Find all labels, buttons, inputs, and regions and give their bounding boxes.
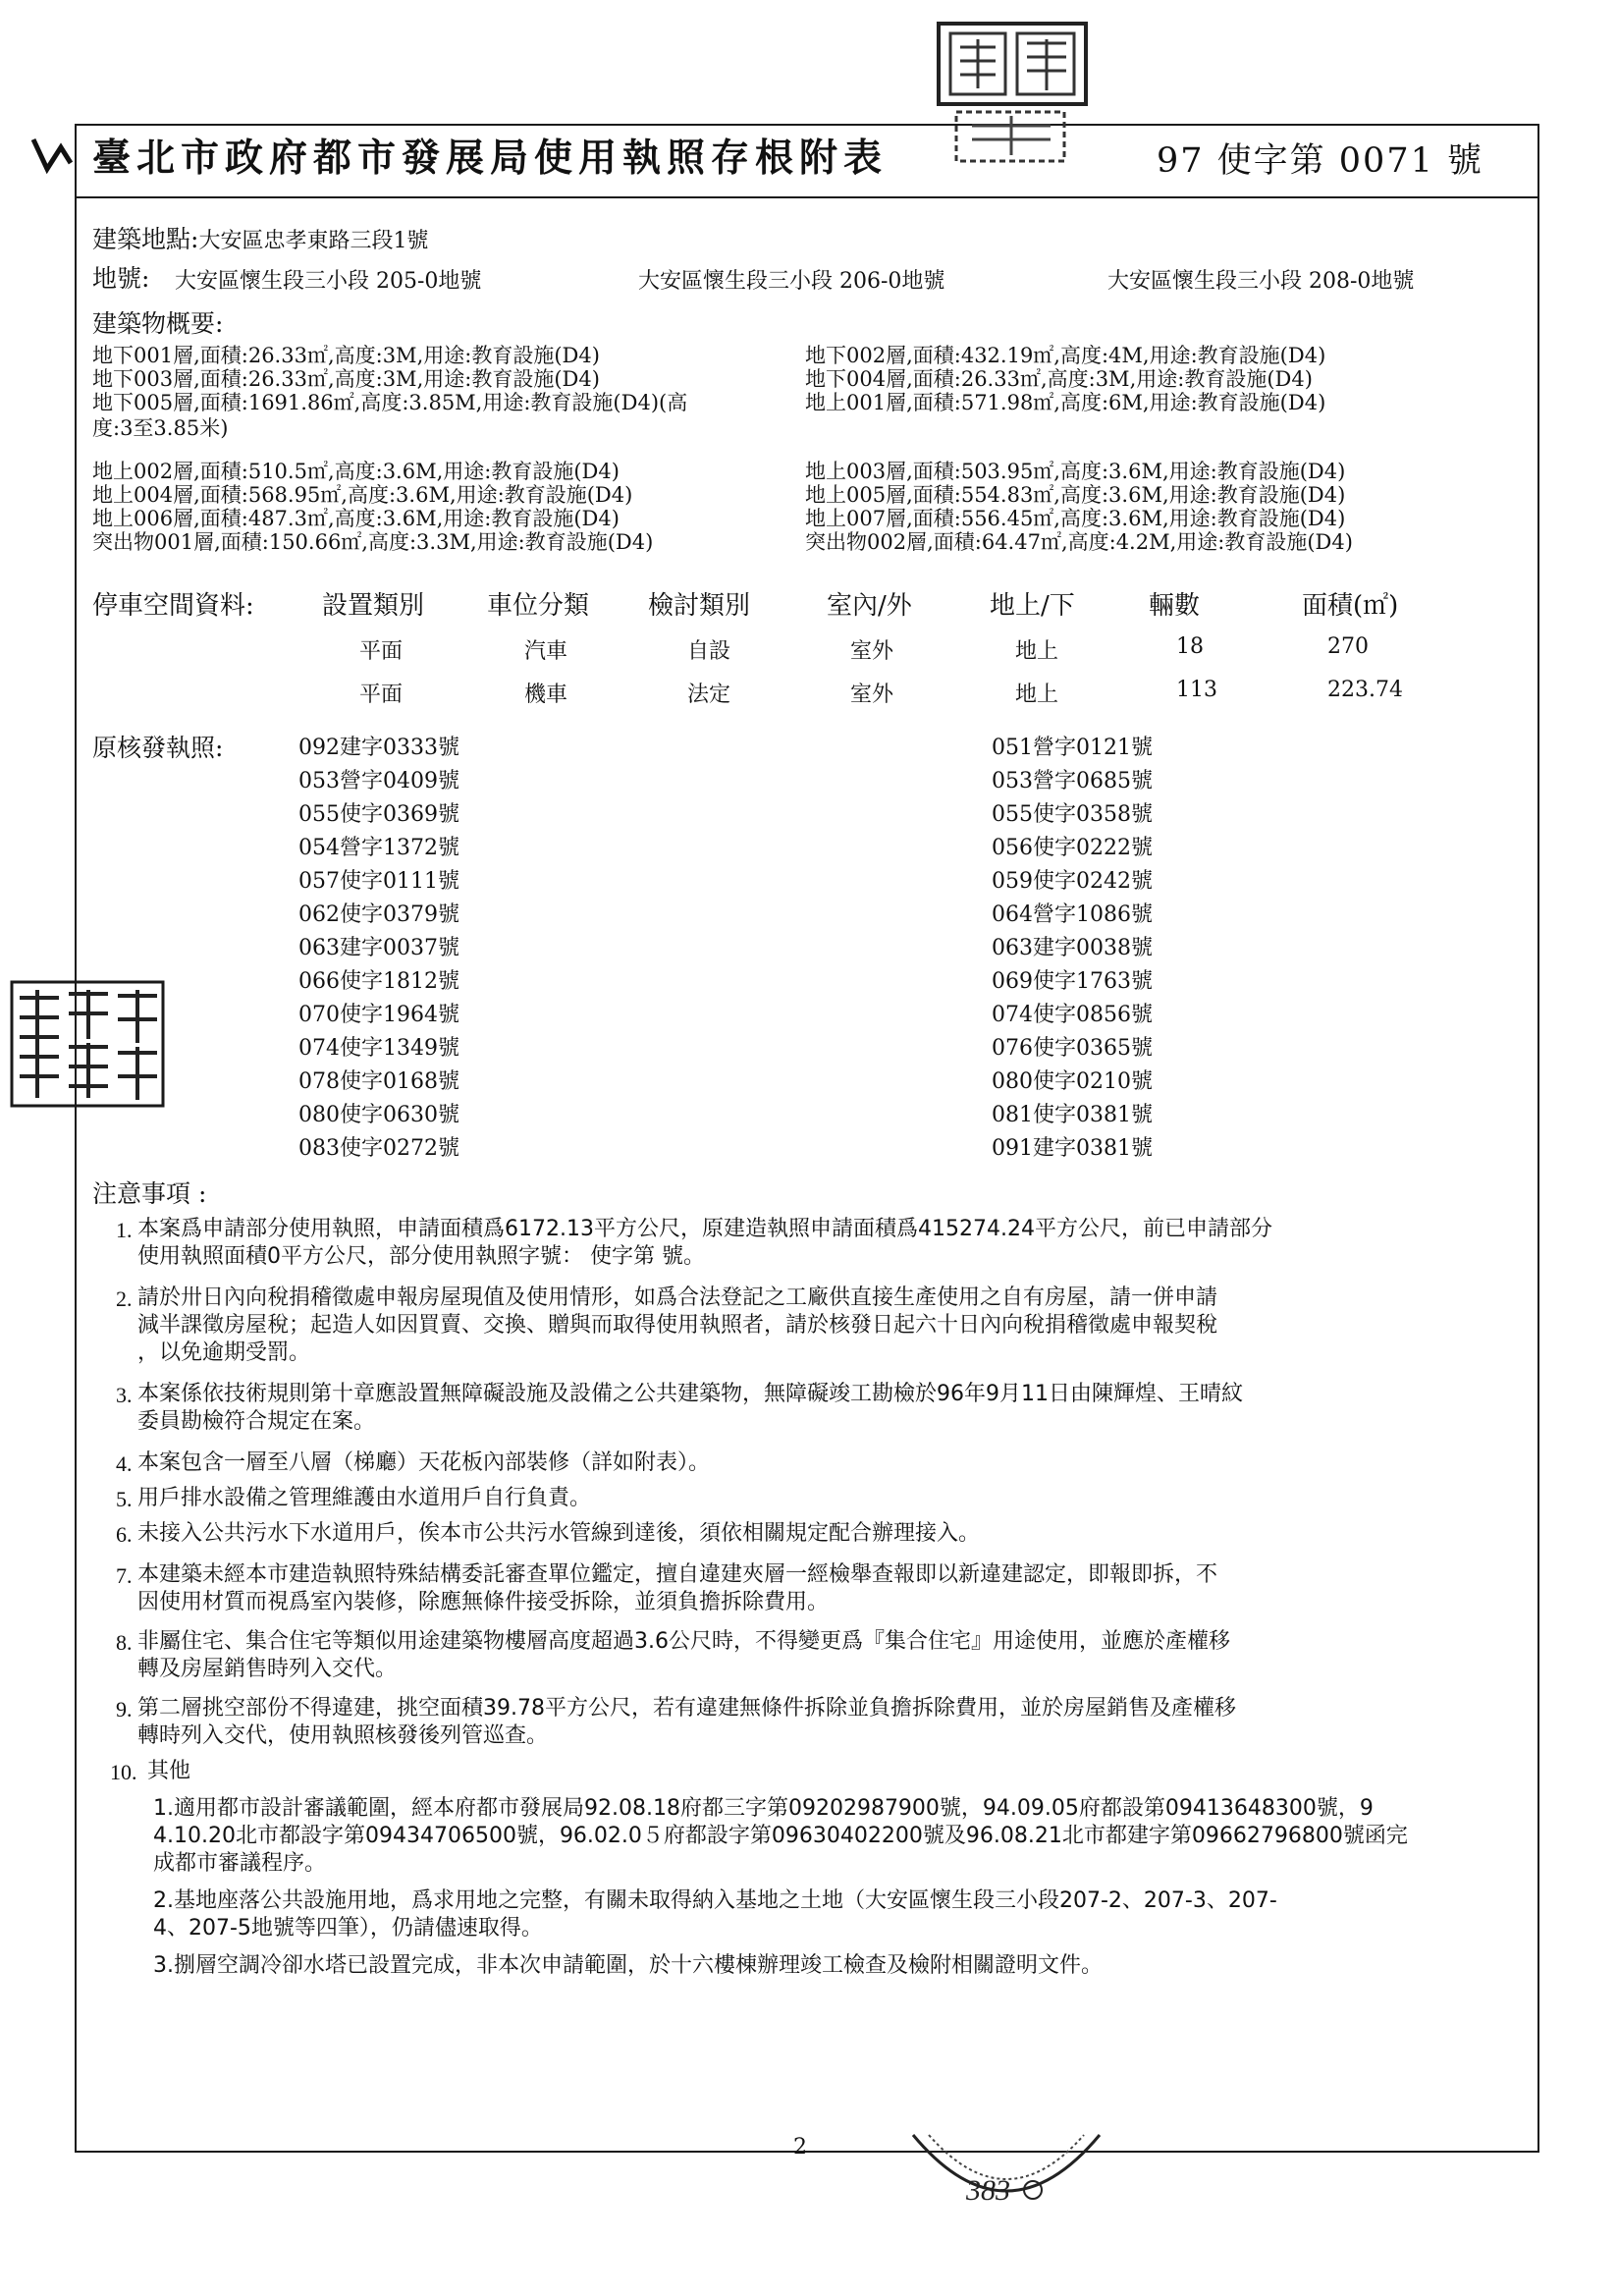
footer-stamp	[903, 2129, 1109, 2223]
note-line: 本案爲申請部分使用執照，申請面積爲6172.13平方公尺，原建造執照申請面積爲415274.24平方公尺，前已申請部分	[137, 1217, 1272, 1241]
title-divider	[75, 196, 1539, 198]
permit-entry: 064營字1086號	[992, 902, 1153, 927]
note-line: 轉時列入交代，使用執照核發後列管巡查。	[137, 1723, 549, 1748]
lot-number: 大安區懷生段三小段 206-0地號	[638, 269, 945, 294]
note-number: 4.	[116, 1451, 133, 1476]
page-number: 2	[793, 2135, 807, 2159]
parking-cell: 平面	[359, 639, 404, 664]
note-line: 其他	[147, 1759, 191, 1783]
parking-cell: 113	[1176, 678, 1217, 702]
permit-entry: 092建字0333號	[298, 736, 459, 760]
note-line: 請於卅日內向稅捐稽徵處申報房屋現值及使用情形，如爲合法登記之工廠供直接生產使用之自有房屋，請一併申請	[137, 1285, 1218, 1310]
permit-entry: 059使字0242號	[992, 869, 1153, 894]
floor-line: 突出物001層,面積:150.66㎡,高度:3.3M,用途:教育設施(D4)	[92, 530, 654, 554]
lot-number: 大安區懷生段三小段 208-0地號	[1107, 269, 1415, 294]
floor-line: 地下005層,面積:1691.86㎡,高度:3.85M,用途:教育設施(D4)(高	[92, 391, 688, 414]
note-subline: 4、207-5地號等四筆），仍請儘速取得。	[153, 1916, 543, 1941]
parking-cell: 汽車	[524, 639, 568, 664]
parking-label: 停車空間資料:	[92, 591, 254, 621]
permit-entry: 063建字0037號	[298, 936, 459, 960]
footer-stamp-number: 383	[966, 2174, 1010, 2207]
notes-label: 注意事項 :	[92, 1179, 207, 1208]
note-line: 本案係依技術規則第十章應設置無障礙設施及設備之公共建築物，無障礙竣工勘檢於96年9月11日由陳輝煌、王晴紋	[137, 1382, 1243, 1406]
floor-line: 地上003層,面積:503.95㎡,高度:3.6M,用途:教育設施(D4)	[805, 460, 1346, 483]
note-line: 因使用材質而視爲室內裝修，除應無條件接受拆除，並須負擔拆除費用。	[137, 1590, 830, 1614]
note-subline: 成都市審議程序。	[153, 1851, 327, 1876]
address-row	[92, 225, 429, 253]
permit-entry: 053營字0685號	[992, 769, 1153, 793]
permit-number: 97 使字第 0071 號	[1157, 141, 1483, 181]
note-number: 8.	[116, 1630, 133, 1655]
address-value: 大安區忠孝東路三段1號	[198, 229, 429, 253]
note-line: 轉及房屋銷售時列入交代。	[137, 1657, 398, 1681]
floor-line: 地上007層,面積:556.45㎡,高度:3.6M,用途:教育設施(D4)	[805, 507, 1346, 530]
seal-stamp-top	[933, 18, 1100, 165]
parking-cell: 平面	[359, 683, 404, 707]
floor-line: 地上001層,面積:571.98㎡,高度:6M,用途:教育設施(D4)	[805, 391, 1326, 414]
permit-entry: 063建字0038號	[992, 936, 1153, 960]
note-number: 10.	[110, 1760, 137, 1784]
parking-header: 輛數	[1149, 591, 1201, 621]
permit-entry: 074使字1349號	[298, 1036, 459, 1061]
note-number: 7.	[116, 1563, 133, 1588]
floor-line: 地上006層,面積:487.3㎡,高度:3.6M,用途:教育設施(D4)	[92, 507, 620, 530]
floor-line: 地下002層,面積:432.19㎡,高度:4M,用途:教育設施(D4)	[805, 344, 1326, 367]
parking-cell: 室外	[850, 639, 894, 664]
permit-entry: 054營字1372號	[298, 836, 459, 860]
note-line: 用戶排水設備之管理維護由水道用戶自行負責。	[137, 1486, 592, 1510]
note-line: 第二層挑空部份不得違建，挑空面積39.78平方公尺，若有違建無條件拆除並負擔拆除費用，並於房屋銷售及產權移	[137, 1696, 1236, 1721]
note-number: 9.	[116, 1697, 133, 1722]
parking-cell: 223.74	[1327, 678, 1403, 702]
note-line: 非屬住宅、集合住宅等類似用途建築物樓層高度超過3.6公尺時，不得變更爲『集合住宅』用途使用，並應於產權移	[137, 1629, 1230, 1654]
permit-entry: 078使字0168號	[298, 1069, 459, 1094]
note-line: ，以免逾期受罰。	[137, 1340, 311, 1365]
floor-line: 地上002層,面積:510.5㎡,高度:3.6M,用途:教育設施(D4)	[92, 460, 620, 483]
address-label: 建築地點:	[92, 225, 199, 253]
permit-entry: 069使字1763號	[992, 969, 1153, 994]
permit-entry: 055使字0369號	[298, 802, 459, 827]
parking-cell: 18	[1176, 634, 1204, 659]
original-permits-label: 原核發執照:	[92, 734, 224, 762]
permit-entry: 076使字0365號	[992, 1036, 1153, 1061]
permit-entry: 057使字0111號	[298, 869, 459, 894]
parking-cell: 地上	[1015, 683, 1059, 707]
permit-entry: 074使字0856號	[992, 1003, 1153, 1027]
permit-entry: 070使字1964號	[298, 1003, 459, 1027]
note-line: 本案包含一層至八層（梯廳）天花板內部裝修（詳如附表）。	[137, 1450, 711, 1475]
permit-entry: 055使字0358號	[992, 802, 1153, 827]
note-number: 1.	[116, 1218, 133, 1242]
parking-header: 室內/外	[827, 591, 912, 621]
parking-header: 車位分類	[487, 591, 590, 621]
permit-entry: 091建字0381號	[992, 1136, 1153, 1161]
note-line: 未接入公共污水下水道用戶，俟本市公共污水管線到達後，須依相關規定配合辦理接入。	[137, 1521, 981, 1546]
note-number: 5.	[116, 1487, 133, 1511]
permit-entry: 051營字0121號	[992, 736, 1153, 760]
permit-entry: 080使字0630號	[298, 1103, 459, 1127]
permit-entry: 056使字0222號	[992, 836, 1153, 860]
permit-entry: 066使字1812號	[298, 969, 459, 994]
overview-label: 建築物概要:	[92, 309, 224, 338]
note-line: 減半課徵房屋稅；起造人如因買賣、交換、贈與而取得使用執照者，請於核發日起六十日內向稅捐稽徵處申報契稅	[137, 1313, 1218, 1338]
parking-header: 地上/下	[990, 591, 1075, 621]
parking-header: 檢討類別	[648, 591, 751, 621]
note-subline: 2.基地座落公共設施用地，爲求用地之完整，有關未取得納入基地之土地（大安區懷生段三小段207-2、207-3、207-	[153, 1888, 1277, 1913]
parking-cell: 法定	[687, 683, 731, 707]
note-number: 6.	[116, 1522, 133, 1547]
lot-number: 大安區懷生段三小段 205-0地號	[175, 269, 482, 294]
floor-line: 地下004層,面積:26.33㎡,高度:3M,用途:教育設施(D4)	[805, 367, 1313, 391]
lot-label: 地號:	[92, 264, 150, 293]
note-subline: 3.捌層空調冷卻水塔已設置完成，非本次申請範圍，於十六樓棟辦理竣工檢查及檢附相關證明文件。	[153, 1953, 1103, 1978]
floor-line: 突出物002層,面積:64.47㎡,高度:4.2M,用途:教育設施(D4)	[805, 530, 1353, 554]
note-line: 委員勘檢符合規定在案。	[137, 1409, 376, 1434]
parking-cell: 地上	[1015, 639, 1059, 664]
note-line: 使用執照面積0平方公尺，部分使用執照字號： 使字第 號。	[137, 1244, 705, 1269]
parking-cell: 自設	[687, 639, 731, 664]
parking-cell: 室外	[850, 683, 894, 707]
parking-cell: 機車	[524, 683, 568, 707]
note-number: 2.	[116, 1286, 133, 1311]
note-number: 3.	[116, 1383, 133, 1407]
note-subline: 4.10.20北市都設字第09434706500號，96.02.0５府都設字第09630402200號及96.08.21北市都建字第09662796800號函完	[153, 1824, 1408, 1848]
floor-line: 地上004層,面積:568.95㎡,高度:3.6M,用途:教育設施(D4)	[92, 483, 633, 507]
parking-header: 面積(㎡)	[1302, 591, 1399, 621]
permit-entry: 081使字0381號	[992, 1103, 1153, 1127]
document-title: 臺北市政府都市發展局使用執照存根附表	[92, 136, 889, 181]
floor-line: 地上005層,面積:554.83㎡,高度:3.6M,用途:教育設施(D4)	[805, 483, 1346, 507]
permit-entry: 062使字0379號	[298, 902, 459, 927]
note-subline: 1.適用都市設計審議範圍，經本府都市發展局92.08.18府都三字第09202987900號，94.09.05府都設第09413648300號，9	[153, 1796, 1374, 1821]
floor-line: 地下001層,面積:26.33㎡,高度:3M,用途:教育設施(D4)	[92, 344, 600, 367]
note-line: 本建築未經本市建造執照特殊結構委託審查單位鑑定，擅自違建夾層一經檢舉查報即以新違建認定，即報即拆，不	[137, 1562, 1218, 1587]
parking-cell: 270	[1327, 634, 1369, 659]
corner-mark	[27, 130, 77, 189]
permit-entry: 053營字0409號	[298, 769, 459, 793]
permit-entry: 080使字0210號	[992, 1069, 1153, 1094]
floor-line: 地下003層,面積:26.33㎡,高度:3M,用途:教育設施(D4)	[92, 367, 600, 391]
seal-stamp-side	[8, 978, 169, 1112]
floor-line: 度:3至3.85米)	[92, 416, 229, 440]
parking-header: 設置類別	[322, 591, 425, 621]
permit-entry: 083使字0272號	[298, 1136, 459, 1161]
